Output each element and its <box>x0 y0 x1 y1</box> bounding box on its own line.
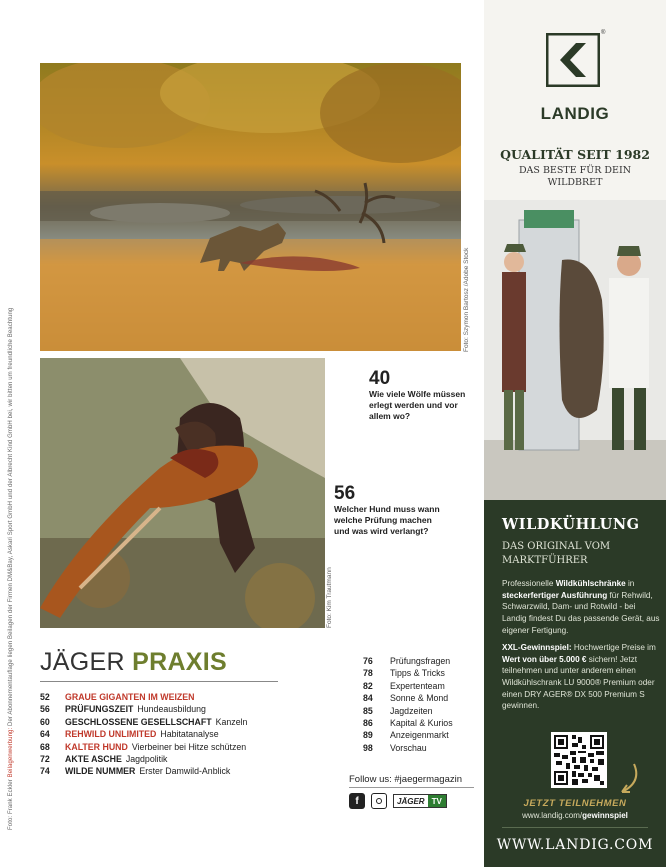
contents-subtitle: Kanzeln <box>215 716 248 727</box>
section-title <box>40 650 227 675</box>
ad-contest-text: XXL-Gewinnspiel: Hochwertige Preise im Wert von über 5.000 € sichern! Jetzt teilnehmen und unter anderem einen Wildkühlschrank LU 9000® Premium oder einen DRY AGER® DX 500 Premium S gewinnen. <box>502 643 656 711</box>
contents-title: Jagdzeiten <box>390 705 433 716</box>
curved-arrow-icon <box>612 762 642 802</box>
contents-headline: AKTE ASCHE <box>65 754 122 765</box>
jaeger-tv-badge: TV <box>428 795 446 807</box>
contents-list-side <box>363 655 453 754</box>
contents-headline: REHWILD UNLIMITED <box>65 729 157 740</box>
contents-title: Tipps & Tricks <box>390 668 445 679</box>
contents-title: Prüfungsfragen <box>390 656 451 666</box>
wolf-scene-illustration <box>40 63 461 351</box>
contents-item[interactable] <box>40 703 247 715</box>
ad-claim: QUALITÄT SEIT 1982 <box>500 147 650 162</box>
contents-subtitle: Jagdpolitik <box>125 754 168 765</box>
contents-title: Anzeigenmarkt <box>390 730 449 741</box>
contents-headline: GESCHLOSSENE GESELLSCHAFT <box>65 716 212 727</box>
follow-divider <box>349 787 474 788</box>
contents-headline: PRÜFUNGSZEIT <box>65 704 134 715</box>
ad-subheadline <box>502 540 610 567</box>
butchers-with-boar-illustration <box>484 200 666 500</box>
ad-headline: WILDKÜHLUNG <box>502 516 640 533</box>
landig-advertisement[interactable] <box>484 0 666 867</box>
teaser-text: Welcher Hund muss wann welche Prüfung machen und was wird verlangt? <box>334 504 440 536</box>
ad-subheadline-line: DAS ORIGINAL VOM <box>502 541 611 552</box>
title-divider <box>40 681 278 682</box>
cta-participate[interactable]: JETZT TEILNEHMEN <box>523 798 627 809</box>
contents-page: 74 <box>40 766 50 777</box>
ad-dark-panel <box>484 500 666 867</box>
contents-page: 72 <box>40 754 50 765</box>
dog-pheasant-photo <box>40 358 325 628</box>
ad-subclaim-line: WILDBRET <box>547 176 603 188</box>
contents-title: Vorschau <box>390 742 427 753</box>
contents-page: 85 <box>363 705 373 716</box>
instagram-icon[interactable] <box>371 793 387 809</box>
ad-subclaim-line: DAS BESTE FÜR DEIN <box>518 165 632 176</box>
jaeger-tv-logo[interactable] <box>393 794 447 808</box>
registered-mark: ® <box>601 30 606 36</box>
contents-page: 82 <box>363 680 373 691</box>
contents-headline: GRAUE GIGANTEN IM WEIZEN <box>65 692 195 702</box>
website-link[interactable]: WWW.LANDIG.COM <box>496 837 654 853</box>
contents-title: Expertenteam <box>390 680 445 691</box>
contents-page: 64 <box>40 729 50 740</box>
qr-code[interactable] <box>551 732 607 788</box>
teaser-text: Wie viele Wölfe müssen erlegt werden und vor allem wo? <box>369 389 466 421</box>
contents-page: 84 <box>363 693 373 704</box>
teaser-40[interactable] <box>369 369 479 422</box>
jaeger-tv-text: JÄGER <box>397 796 425 806</box>
teaser-page-number: 40 <box>369 368 391 389</box>
contents-page: 78 <box>363 668 373 679</box>
social-links <box>349 793 447 809</box>
contents-item[interactable] <box>363 680 453 692</box>
photo-credit: Foto: Frank Eckler <box>8 779 14 830</box>
contents-item[interactable] <box>40 691 247 703</box>
ad-notice-credit <box>8 190 14 830</box>
teaser-56[interactable] <box>334 484 449 537</box>
contents-item[interactable] <box>363 742 453 754</box>
brand-name: LANDIG <box>540 104 610 123</box>
contents-item[interactable] <box>363 717 453 729</box>
contents-page: 68 <box>40 741 50 752</box>
contents-item[interactable] <box>40 741 247 753</box>
contents-title: Kapital & Kurios <box>390 718 453 729</box>
contents-item[interactable] <box>40 753 247 765</box>
teaser-page-number: 56 <box>334 483 356 504</box>
contents-subtitle: Hundeausbildung <box>137 704 206 715</box>
contest-link[interactable]: www.landig.com/gewinnspiel <box>522 811 628 820</box>
ad-divider <box>502 827 648 828</box>
landig-logo-icon <box>546 33 600 87</box>
contents-item[interactable] <box>40 765 247 777</box>
ad-subclaim <box>484 165 666 189</box>
contents-item[interactable] <box>363 705 453 717</box>
contents-page: 60 <box>40 716 50 727</box>
contents-title: Sonne & Mond <box>390 693 449 704</box>
facebook-icon[interactable] <box>349 793 365 809</box>
contents-item[interactable] <box>363 655 453 667</box>
contents-item[interactable] <box>363 692 453 704</box>
contents-subtitle: Erster Damwild-Anblick <box>139 766 231 777</box>
follow-us-label: Follow us: #jaegermagazin <box>349 774 463 785</box>
contents-page: 56 <box>40 704 50 715</box>
insert-notice-label: Beilagenwerbung: <box>8 727 14 778</box>
wolf-photo-credit: Foto: Szymon Bartosz /Adobe Stock <box>463 247 470 352</box>
contents-page: 98 <box>363 742 373 753</box>
facebook-letter: f <box>355 795 359 807</box>
contents-list-main <box>40 691 247 778</box>
contents-headline: WILDE NUMMER <box>65 766 136 777</box>
contents-page: 52 <box>40 692 50 702</box>
ad-body-text: Professionelle Wildkühlschränke in steckerfertiger Ausführung für Rehwild, Schwarzwild, Dam- und Rotwild - bei Landig findest Du das passende Gerät, aus eigener Fertigung. <box>502 579 660 635</box>
section-title-light: JÄGER <box>40 648 125 676</box>
contents-page: 76 <box>363 656 373 666</box>
contents-item[interactable] <box>363 667 453 679</box>
contents-page: 86 <box>363 718 373 729</box>
dog-photo-credit: Foto: Kim Trautmann <box>326 567 333 628</box>
section-title-bold: PRAXIS <box>132 648 227 676</box>
ad-subheadline-line: MARKTFÜHRER <box>502 554 588 566</box>
contents-item[interactable] <box>40 728 247 740</box>
contents-headline: KALTER HUND <box>65 741 128 752</box>
wolf-photo <box>40 63 461 351</box>
contents-subtitle: Habitatanalyse <box>160 729 219 740</box>
contents-item[interactable] <box>40 716 247 728</box>
dog-scene-illustration <box>40 358 325 628</box>
insert-notice-text: Der Abonnementauflage liegen Beilagen der Firmen DM&Bay, Askari Sport GmbH und der Albrecht Kind GmbH bei, wir bitten um freundliche Beachtung <box>8 307 14 726</box>
contents-subtitle: Vierbeiner bei Hitze schützen <box>131 741 247 752</box>
contents-page: 89 <box>363 730 373 741</box>
contents-item[interactable] <box>363 729 453 741</box>
